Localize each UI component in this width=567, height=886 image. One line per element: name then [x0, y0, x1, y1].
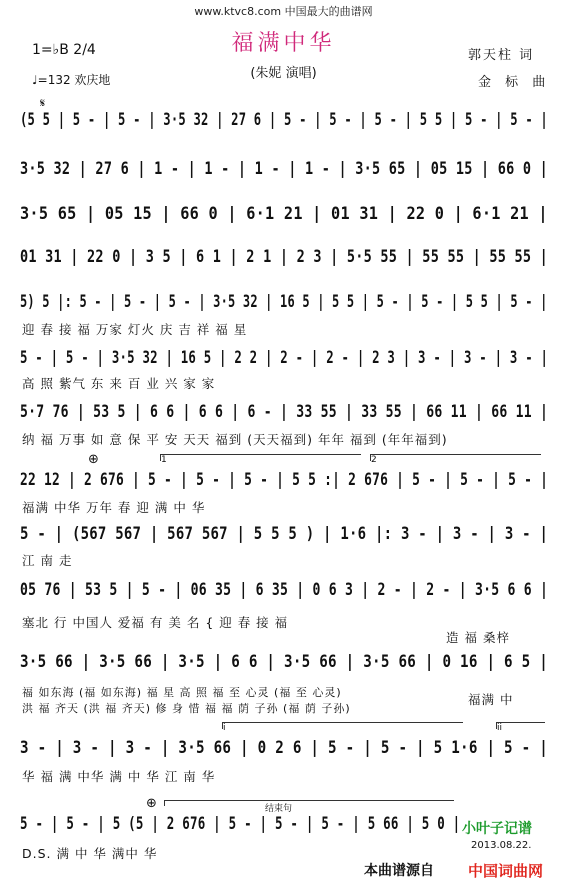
volta-i: i [222, 722, 463, 729]
lyrics-row-11-second: 洪 福 齐天 (洪 福 齐天) 修 身 惜 福 福 荫 子孙 (福 荫 子孙) [22, 702, 351, 715]
notation-row-7: 5·7 76 | 53 5 | 6 6 | 6 6 | 6 - | 33 55 | 33 55 | 66 11 | 66 11 | [20, 402, 549, 421]
lyrics-row-11-right: 福满 中 [468, 692, 514, 707]
notation-row-2: 3·5 32 | 27 6 | 1 - | 1 - | 1 - | 1 - | 3·5 65 | 05 15 | 66 0 | [20, 159, 549, 178]
notation-row-12: 3 - | 3 - | 3 - | 3·5 66 | 0 2 6 | 5 - | 5 - | 5 1·6 | 5 - | [20, 738, 549, 757]
volta-ii: ii [496, 722, 545, 729]
segno-sign: 𝄋 [40, 96, 46, 110]
volta-first: 1 [160, 454, 361, 461]
notation-row-9: 5 - | (567 567 | 567 567 | 5 5 5 ) | 1·6 |: 3 - | 3 - | 3 - | [20, 524, 549, 543]
lyrics-row-10: 塞北 行 中国人 爱福 有 美 名 { 迎 春 接 福 [22, 615, 289, 630]
notation-row-10: 05 76 | 53 5 | 5 - | 06 35 | 6 35 | 0 6 3 | 2 - | 2 - | 3·5 6 6 | [20, 580, 549, 599]
date-label: 2013.08.22. [471, 840, 532, 851]
source-label: 本曲谱源自 [364, 863, 434, 879]
coda-sign-2: ⊕ [146, 796, 157, 811]
notation-row-1: (5 5 | 5 - | 5 - | 3·5 32 | 27 6 | 5 - | 5 - | 5 - | 5 5 | 5 - | 5 - | [20, 110, 548, 129]
lyrics-row-10-alt: 造 福 桑梓 [446, 630, 510, 645]
song-title: 福满中华 [231, 31, 336, 56]
volta-second: 2 [370, 454, 541, 461]
end-section-bracket: 结束句 [164, 800, 454, 806]
lyrics-row-7: 纳 福 万事 如 意 保 平 安 天天 福到 (天天福到) 年年 福到 (年年福到) [22, 432, 448, 447]
coda-sign: ⊕ [88, 452, 99, 467]
site-url: www.ktvc8.com 中国最大的曲谱网 [194, 5, 373, 18]
lyrics-row-12: 华 福 满 中华 满 中 华 江 南 华 [22, 769, 216, 784]
lyricist-credit: 郭天柱 词 [468, 48, 535, 63]
key-signature: 1=♭B 2/4 [32, 42, 96, 58]
singer-credit: (朱妮 演唱) [250, 66, 317, 81]
notation-row-3: 3·5 65 | 05 15 | 66 0 | 6·1 21 | 01 31 | 22 0 | 6·1 21 | [20, 204, 548, 223]
lyrics-row-9: 江 南 走 [22, 553, 73, 568]
notation-row-8: 22 12 | 2 676 | 5 - | 5 - | 5 - | 5 5 :| 2 676 | 5 - | 5 - | 5 - | [20, 470, 549, 489]
tempo-marking: ♩=132 欢庆地 [32, 73, 111, 87]
lyrics-row-13: D.S. 满 中 华 满中 华 [22, 846, 158, 861]
site-logo-text: 中国词曲网 [468, 862, 544, 880]
lyrics-row-11: 福 如东海 (福 如东海) 福 星 高 照 福 至 心灵 (福 至 心灵) [22, 686, 342, 699]
lyrics-row-6: 高 照 紫气 东 来 百 业 兴 家 家 [22, 376, 216, 391]
notation-row-4: 01 31 | 22 0 | 3 5 | 6 1 | 2 1 | 2 3 | 5·5 55 | 55 55 | 55 55 | [20, 247, 549, 266]
composer-credit: 金 标 曲 [478, 75, 551, 90]
notation-row-13: 5 - | 5 - | 5 (5 | 2 676 | 5 - | 5 - | 5 - | 5 66 | 5 0 | [20, 814, 461, 833]
lyrics-row-8: 福满 中华 万年 春 迎 满 中 华 [22, 500, 206, 515]
notation-row-6: 5 - | 5 - | 3·5 32 | 16 5 | 2 2 | 2 - | 2 - | 2 3 | 3 - | 3 - | 3 - | [20, 348, 549, 367]
notation-row-11: 3·5 66 | 3·5 66 | 3·5 | 6 6 | 3·5 66 | 3·5 66 | 0 16 | 6 5 | [20, 652, 549, 671]
brand-mark: 小叶子记谱 [462, 821, 532, 837]
lyrics-row-5: 迎 春 接 福 万家 灯火 庆 吉 祥 福 星 [22, 322, 248, 337]
notation-row-5: 5) 5 |: 5 - | 5 - | 5 - | 3·5 32 | 16 5 | 5 5 | 5 - | 5 - | 5 5 | 5 - | [20, 292, 548, 311]
